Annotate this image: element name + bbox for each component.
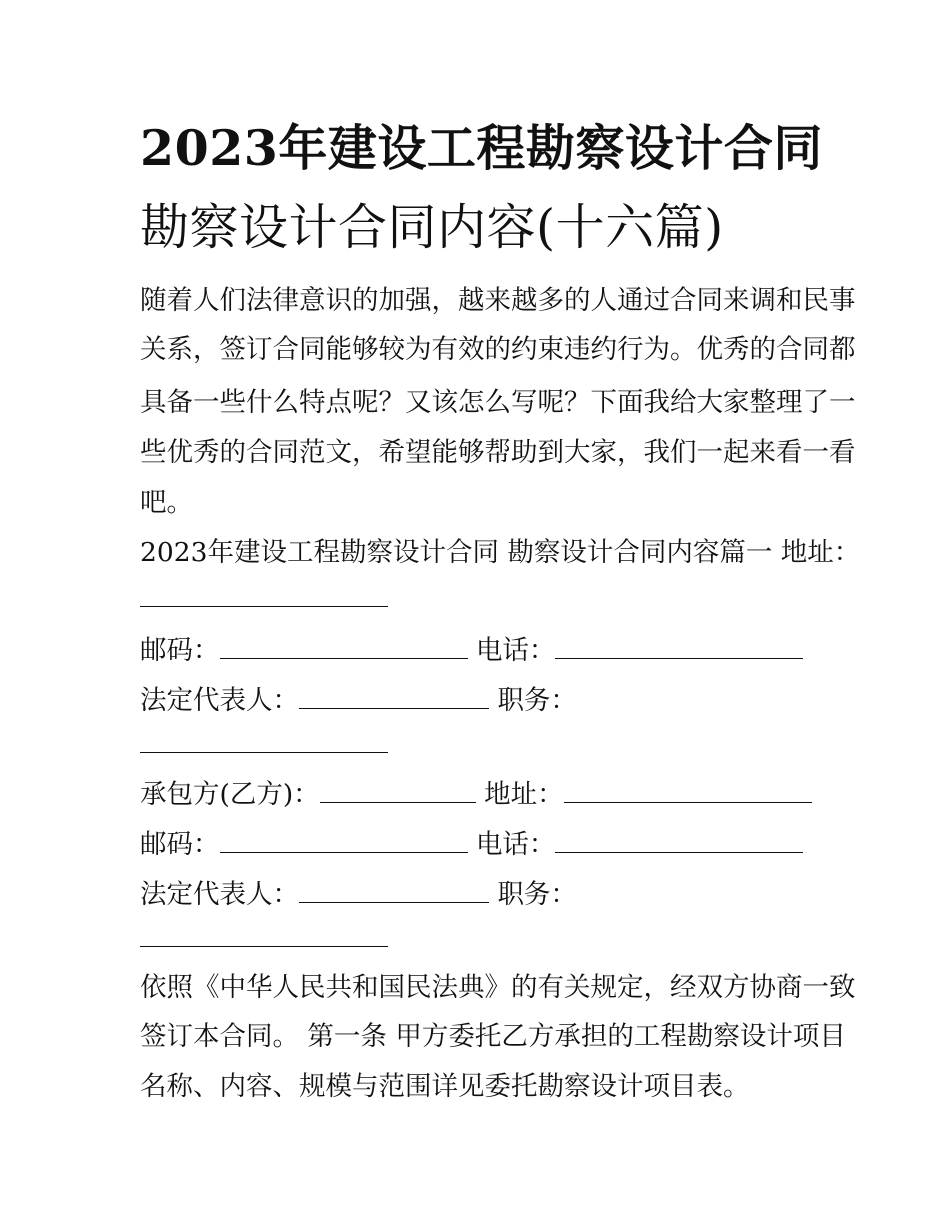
section-heading: 2023年建设工程勘察设计合同 勘察设计合同内容篇一 地址： xyxy=(140,537,861,568)
document-title-line-1: 2023年建设工程勘察设计合同 xyxy=(140,119,823,177)
party-b-blank[interactable] xyxy=(320,776,476,803)
body-line: 依照《中华人民共和国民法典》的有关规定，经双方协商一致 xyxy=(140,972,856,1003)
postcode-blank[interactable] xyxy=(220,632,468,659)
position-label: 职务： xyxy=(497,685,577,716)
position-blank[interactable] xyxy=(140,920,388,956)
phone-label: 电话： xyxy=(475,829,556,860)
legal-rep-label: 法定代表人： xyxy=(140,685,299,716)
intro-line: 吧。 xyxy=(140,487,193,518)
party-b-postcode-phone-row xyxy=(140,826,803,862)
legal-rep-label: 法定代表人： xyxy=(140,879,299,910)
phone-label: 电话： xyxy=(475,635,556,666)
party-b-legal-rep-row xyxy=(140,876,577,912)
phone-blank[interactable] xyxy=(555,632,803,659)
postcode-label: 邮码： xyxy=(140,829,220,860)
intro-line: 些优秀的合同范文，希望能够帮助到大家，我们一起来看一看 xyxy=(140,437,856,468)
position-blank[interactable] xyxy=(140,726,388,762)
legal-rep-blank[interactable] xyxy=(299,682,489,709)
party-a-legal-rep-row xyxy=(140,682,577,718)
postcode-blank[interactable] xyxy=(220,826,468,853)
intro-line: 关系，签订合同能够较为有效的约束违约行为。优秀的合同都 xyxy=(140,334,856,365)
intro-line: 随着人们法律意识的加强，越来越多的人通过合同来调和民事 xyxy=(140,285,856,316)
body-line: 名称、内容、规模与范围详见委托勘察设计项目表。 xyxy=(140,1071,750,1102)
address-blank[interactable] xyxy=(140,580,388,616)
postcode-label: 邮码： xyxy=(140,635,220,666)
address-label: 地址： xyxy=(484,779,564,810)
intro-line: 具备一些什么特点呢？又该怎么写呢？下面我给大家整理了一 xyxy=(140,387,856,418)
party-b-name-address-row xyxy=(140,776,812,812)
phone-blank[interactable] xyxy=(555,826,803,853)
document-title-line-2: 勘察设计合同内容(十六篇) xyxy=(140,199,724,256)
party-b-label: 承包方(乙方)： xyxy=(140,779,320,810)
address-blank[interactable] xyxy=(564,776,812,803)
position-label: 职务： xyxy=(497,879,577,910)
legal-rep-blank[interactable] xyxy=(299,876,489,903)
body-line: 签订本合同。 第一条 甲方委托乙方承担的工程勘察设计项目 xyxy=(140,1021,846,1052)
party-a-postcode-phone-row xyxy=(140,632,803,668)
